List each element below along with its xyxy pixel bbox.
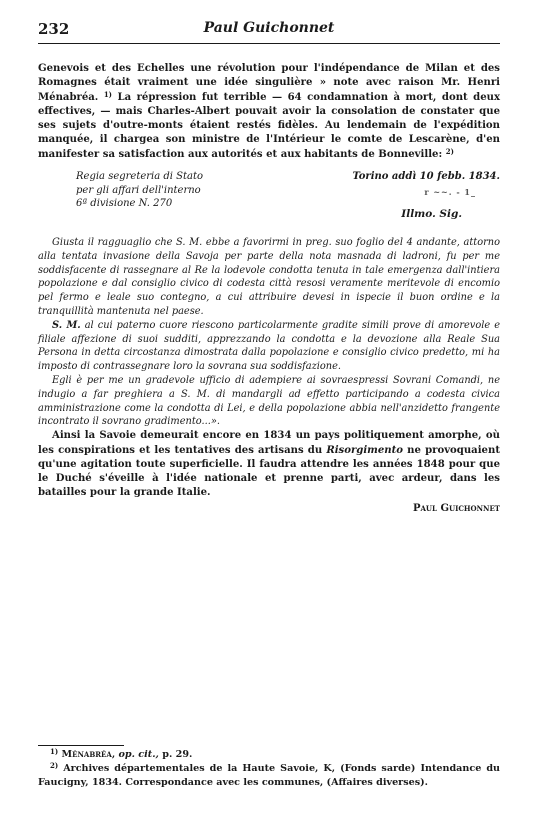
page-number: 232 — [38, 20, 70, 38]
footnote-ref-2[interactable]: 2) — [445, 146, 454, 156]
quote-paragraph-3: Egli è per me un gradevole ufficio di adempiere ai sovraespressi Sovrani Comandi, ne indugio a far preghiera a S. M. di mandargli ad effetto participando a codesta civica amministrazione come la condotta di Lei, e della popolazione abbia nell'anzidetto frangente incontrato il sovrano gradimento...». — [38, 375, 500, 428]
letter-heading — [38, 170, 500, 234]
closing-paragraph: Ainsi la Savoie demeurait encore en 1834 un pays politiquement amorphe, où les conspirations et les tentatives des artisans du Risorgimento ne provoquaient qu'une agitation toute superficielle. Il faudra attendre les années 1848 pour que le Duché s'éveille à l'idée nationale et prenne parti, avec ardeur, dans les batailles pour la grande Italie. — [38, 430, 500, 499]
main-text — [38, 62, 500, 516]
letter-salutation: Illmo. Sig. — [401, 208, 462, 221]
quote-paragraph-1: Giusta il ragguaglio che S. M. ebbe a favorirmi in preg. suo foglio del 4 andante, attorno alla tentata invasione della Savoja per parte della nota masnada di ladroni, fu per me soddisfacente di rassegnare al Re la lodevole condotta tenuta in tale emergenza dall'intiera popolazione e dal consiglio civico di codesta città resosi veramente meritevole di encomio pel fermo e leale suo contegno, a cui attribuire devesi in ispecie il buon ordine e la tranquillità mantenuta nel paese. — [38, 237, 500, 318]
letter-date: Torino addì 10 febb. 1834. — [352, 171, 500, 183]
letter-sender: Regia segreteria di Stato per gli affari dell'interno 6ª divisione N. 270 — [76, 171, 204, 210]
handwritten-mark: r ~~. - 1_ — [424, 187, 476, 198]
quote-paragraph-2: S. M. al cui paterno cuore riescono particolarmente gradite simili prove di amorevole e filiale affezione di suoi sudditi, apprezzando la condotta e la devozione alla Reale Sua Persona in detta circostanza dimostrata dalla popolazione e consiglio civico predetto, mi ha imposto di contrassegnare loro la sovrana sua soddisfazione. — [38, 319, 500, 373]
quoted-letter — [38, 236, 500, 429]
author-signature: Paul Guichonnet — [412, 502, 500, 514]
header-rule — [38, 43, 500, 44]
footnotes — [38, 745, 500, 790]
running-title: Paul Guichonnet — [203, 20, 335, 36]
footnote-ref-1[interactable]: 1) — [103, 89, 112, 99]
footnote-2: $^{2)}$ Archives départementales de la Haute Savoie, K, (Fonds sarde) Intendance du Faucigny, 1834. Correspondance avec les communes, (Affaires diverses). — [38, 761, 500, 788]
page-header — [38, 20, 500, 42]
footnote-rule — [38, 745, 124, 746]
intro-paragraph: Genevois et des Echelles une révolution pour l'indépendance de Milan et des Romagnes était vraiment une idée singulière » note avec raison Mr. Henri Ménabréa. $^{1)}$ La répression fut terrible — 64 condamnation à mort, dont deux effectives, — mais Charles-Albert pouvait avoir la consolation de constater que ses sujets d'outre-monts étaient restés fidèles. Au lendemain de l'expédition manquée, il chargea son ministre de l'Intérieur le comte de Lescarène, d'en manifester sa satisfaction aux autorités et aux habitants de Bonneville: $^{2)}$ — [38, 63, 500, 160]
footnote-1: $^{1)}$ Ménabréa, op. cit., p. 29. — [50, 747, 193, 760]
